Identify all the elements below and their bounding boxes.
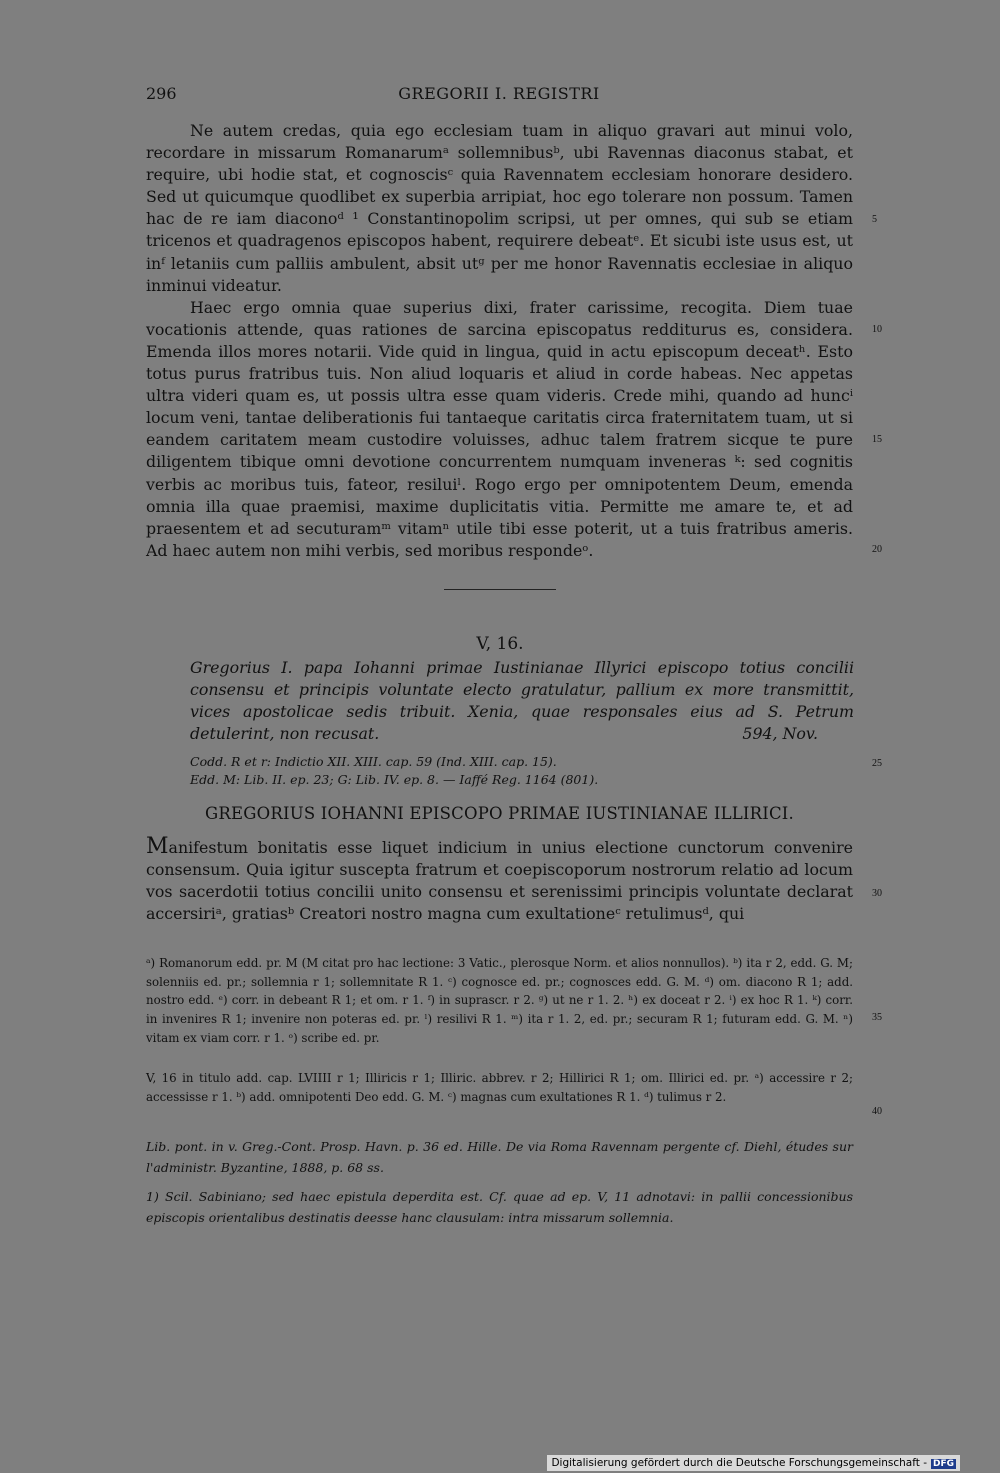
title-apparatus: V, 16 in titulo add. cap. LVIIII r 1; Illiricis r 1; Illiric. abbrev. r 2; Hillirici R 1; om. Illirici ed. pr. ᵃ) accessire r 2; accessisse r 1. ᵇ) add. omnipotenti Deo edd. G. M. ᶜ) magnas cum exultationes R 1. ᵈ) tulimus r 2. — [146, 1071, 853, 1104]
letter-date: 594, Nov. — [742, 724, 818, 743]
letter-title: GREGORIUS IOHANNI EPISCOPO PRIMAE IUSTINIANAE ILLIRICI. — [205, 804, 794, 823]
page-header — [146, 84, 852, 108]
source-note: Lib. pont. in v. Greg.-Cont. Prosp. Havn. p. 36 ed. Hille. De via Roma Ravennam pergente cf. Diehl, études sur l'administr. Byzantine, 1888, p. 68 ss. — [146, 1139, 853, 1175]
letter-body — [146, 836, 853, 925]
running-title: GREGORII I. REGISTRI — [398, 84, 600, 103]
line-number: 10 — [872, 324, 882, 335]
line-number: 30 — [872, 888, 882, 899]
footer-text: Digitalisierung gefördert durch die Deutsche Forschungsgemeinschaft - — [551, 1457, 927, 1469]
line-number: 15 — [872, 434, 882, 445]
letter-text: anifestum bonitatis esse liquet indicium in unius electione cunctorum convenire consensum. Quia igitur suscepta fratrum et coepiscoporum nostrorum relatio ad locum vos sacerdotii totius concilii unito consensu et serenissimi principis voluntate declarat accersiriᵃ, gratiasᵇ Creatori nostro magna cum exultationeᶜ retulimusᵈ, qui — [146, 838, 853, 924]
editorial-note: 1) Scil. Sabiniano; sed haec epistula deperdita est. Cf. quae ad ep. V, 11 adnotavi: in pallii concessionibus episcopis orientalibus destinatis deesse hanc clausulam: intra missarum sollemnia. — [146, 1189, 853, 1225]
critical-apparatus: ᵃ) Romanorum edd. pr. M (M citat pro hac lectione: 3 Vatic., plerosque Norm. et alios nonnullos). ᵇ) ita r 2, edd. G. M; solenniis ed. pr.; sollemnia r 1; sollemnitate R 1. ᶜ) cognosce ed. pr.; cognosces edd. G. M. ᵈ) om. diacono R 1; add. nostro edd. ᵉ) corr. in debeant R 1; et om. r 1. ᶠ) in suprascr. r 2. ᵍ) ut ne r 1. 2. ʰ) ex doceat r 2. ⁱ) ex hoc R 1. ᵏ) corr. in invenires R 1; invenire non poteras ed. pr. ˡ) resilivi R 1. ᵐ) ita r 1. 2, ed. pr.; securam R 1; futuram edd. G. M. ⁿ) vitam ex viam corr. r 1. ᵒ) scribe ed. pr. — [146, 956, 853, 1045]
letter-summary — [190, 657, 854, 745]
body-paragraph: Haec ergo omnia quae superius dixi, frater carissime, recogita. Diem tuae vocationis attende, quas rationes de sarcina episcopatus redditurus es, considera. Emenda illos mores notarii. Vide quid in lingua, quid in actu episcopum deceatʰ. Esto totus purus fratribus tuis. Non aliud loquaris et aliud in corde habeas. Nec appetas ultra videri quam es, ut possis ultra esse quam videris. Crede mihi, quando ad huncⁱ locum veni, tantae deliberationis fui tantaeque caritatis circa fraternitatem tuam, ut si eandem caritatem meam custodire voluisses, adhuc talem fratrem sicque te pure diligentem tibique omni devotione concurrentem numquam inveneras ᵏ: sed cognitis verbis ac moribus tuis, fateor, resiluiˡ. Rogo ergo per omnipotentem Deum, emenda omnia illa quae praemisi, maxime duplicitatis vitia. Permitte me amare te, et ad praesentem et ad secuturamᵐ vitamⁿ utile tibi esse poterit, ut a tuis fratribus ameris. Ad haec autem non mihi verbis, sed moribus respondeᵒ. — [146, 297, 853, 560]
line-number: 35 — [872, 1012, 882, 1023]
line-number: 40 — [872, 1106, 882, 1117]
summary-text: Gregorius I. papa Iohanni primae Iustinianae Illyrici episcopo totius concilii consensu et principis voluntate electo gratulatur, pallium ex more transmittit, vices apostolicae sedis tribuit. Xenia, quae responsales eius ad S. Petrum detulerint, non recusat. — [190, 658, 854, 743]
page-number: 296 — [146, 84, 177, 103]
line-number: 25 — [872, 758, 882, 769]
line-number: 20 — [872, 544, 882, 555]
manuscripts-line: Codd. R et r: Indictio XII. XIII. cap. 59 (Ind. XIII. cap. 15). — [190, 754, 557, 769]
body-text — [146, 120, 853, 562]
section-divider — [444, 589, 556, 590]
drop-capital: M — [146, 834, 169, 859]
line-number: 5 — [872, 214, 877, 225]
footer-credit — [547, 1455, 960, 1471]
editions-line: Edd. M: Lib. II. ep. 23; G: Lib. IV. ep. 8. — Iaffé Reg. 1164 (801). — [190, 772, 599, 787]
dfg-logo: DFG — [932, 1459, 954, 1469]
section-number: V, 16. — [476, 634, 524, 654]
body-paragraph: Ne autem credas, quia ego ecclesiam tuam in aliquo gravari aut minui volo, recordare in missarum Romanarumᵃ sollemnibusᵇ, ubi Ravennas diaconus stabat, et require, ubi hodie stat, et cognoscisᶜ quia Ravennatem ecclesiam honorare desidero. Sed ut quicumque quodlibet ex superbia arripiat, hoc ego tolerare non possum. Tamen hac de re iam diaconoᵈ ¹ Constantinopolim scripsi, ut per omnes, qui sub se etiam tricenos et quadragenos episcopos habent, requirere debeatᵉ. Et sicubi iste usus est, ut inᶠ letaniis cum palliis ambulent, absit utᵍ per me honor Ravennatis ecclesiae in aliquo inminui videatur. — [146, 121, 853, 295]
